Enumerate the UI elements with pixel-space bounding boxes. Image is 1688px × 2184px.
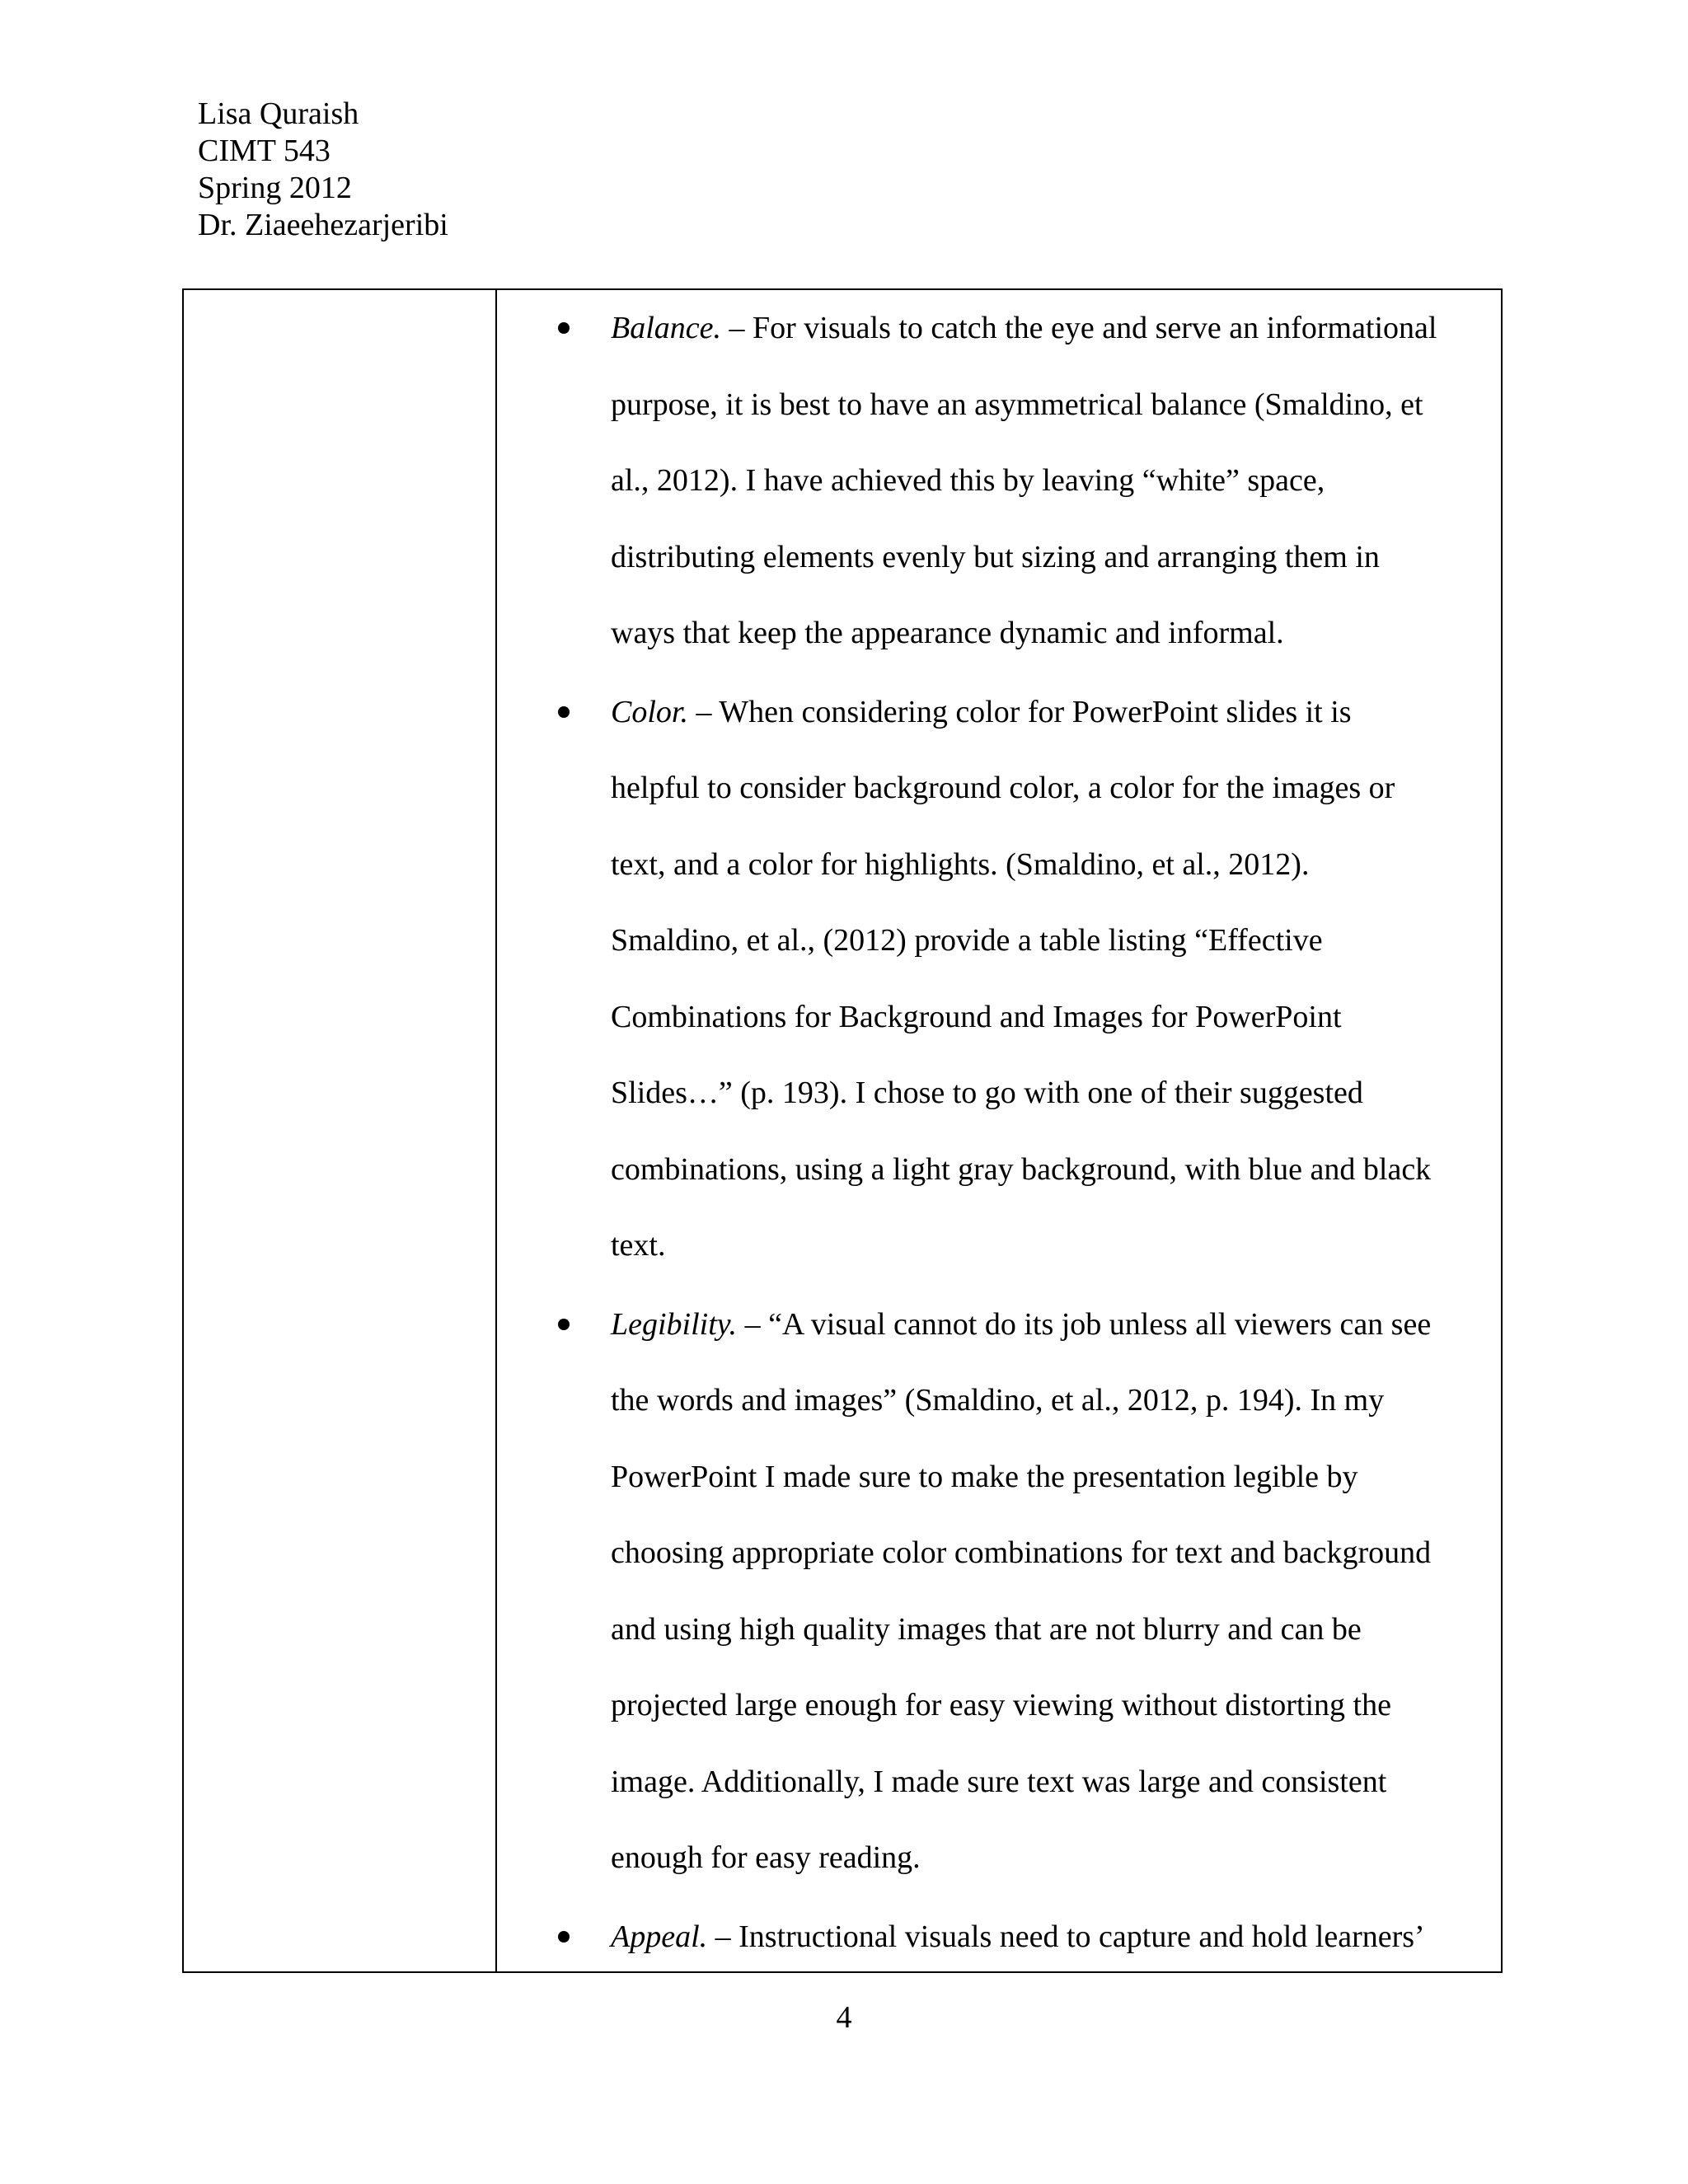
bullet-dot-icon	[558, 706, 570, 718]
bullet-line	[611, 1899, 1484, 1975]
bullet-color	[497, 674, 1501, 1284]
bullet-line: combinations, using a light gray background, with blue and black	[611, 1151, 1432, 1187]
bullet-text: – When considering color for PowerPoint slides it is	[687, 694, 1352, 729]
bullet-line: helpful to consider background color, a color for the images or	[611, 771, 1395, 805]
bullet-line: Slides…” (p. 193). I chose to go with one of their suggested	[611, 1076, 1363, 1110]
bullet-line: text, and a color for highlights. (Smaldino, et al., 2012).	[611, 846, 1310, 882]
bullet-line: distributing elements evenly but sizing and arranging them in	[611, 539, 1380, 574]
bullet-line: al., 2012). I have achieved this by leaving “white” space,	[611, 463, 1325, 498]
bullet-line: the words and images” (Smaldino, et al., 2012, p. 194). In my	[611, 1383, 1385, 1418]
bullet-line	[611, 1286, 1484, 1363]
bullet-text: – For visuals to catch the eye and serve an informational	[721, 311, 1437, 345]
bullet-line: projected large enough for easy viewing without distorting the	[611, 1688, 1391, 1722]
bullet-dot-icon	[558, 1931, 570, 1943]
bullet-line: image. Additionally, I made sure text was large and consistent	[611, 1764, 1387, 1799]
bullet-list	[497, 290, 1501, 1977]
bullet-balance	[497, 290, 1501, 672]
content-table	[182, 288, 1503, 1973]
bullet-line: and using high quality images that are not blurry and can be	[611, 1611, 1362, 1647]
bullet-line: choosing appropriate color combinations for text and background	[611, 1535, 1432, 1570]
bullet-appeal	[497, 1899, 1501, 1975]
author-header	[198, 96, 448, 244]
bullet-text: – “A visual cannot do its job unless all viewers can see	[737, 1306, 1432, 1342]
bullet-line: purpose, it is best to have an asymmetrical balance (Smaldino, et	[611, 387, 1423, 422]
bullet-line: Smaldino, et al., (2012) provide a table listing “Effective	[611, 923, 1323, 958]
bullet-text: – Instructional visuals need to capture and hold learners’	[707, 1919, 1425, 1954]
page-number: 4	[836, 2000, 852, 2035]
table-left-cell	[184, 290, 497, 1971]
bullet-line	[611, 290, 1484, 367]
bullet-line: ways that keep the appearance dynamic and informal.	[611, 616, 1284, 650]
bullet-term: Balance.	[611, 311, 722, 345]
bullet-line	[611, 674, 1484, 751]
bullet-legibility	[497, 1286, 1501, 1896]
bullet-dot-icon	[558, 322, 570, 334]
bullet-line: PowerPoint I made sure to make the presentation legible by	[611, 1459, 1358, 1494]
bullet-term: Color.	[611, 694, 688, 729]
bullet-line: enough for easy reading.	[611, 1840, 921, 1875]
bullet-term: Appeal.	[611, 1919, 708, 1954]
bullet-dot-icon	[558, 1319, 570, 1330]
author-name: Lisa Quraish	[198, 96, 359, 131]
course-code: CIMT 543	[198, 134, 331, 168]
bullet-line: Combinations for Background and Images for PowerPoint	[611, 999, 1342, 1034]
bullet-line: text.	[611, 1228, 666, 1263]
bullet-term: Legibility.	[611, 1306, 738, 1342]
table-right-cell	[497, 290, 1501, 1971]
instructor-name: Dr. Ziaeehezarjeribi	[198, 208, 448, 242]
semester: Spring 2012	[198, 171, 352, 205]
